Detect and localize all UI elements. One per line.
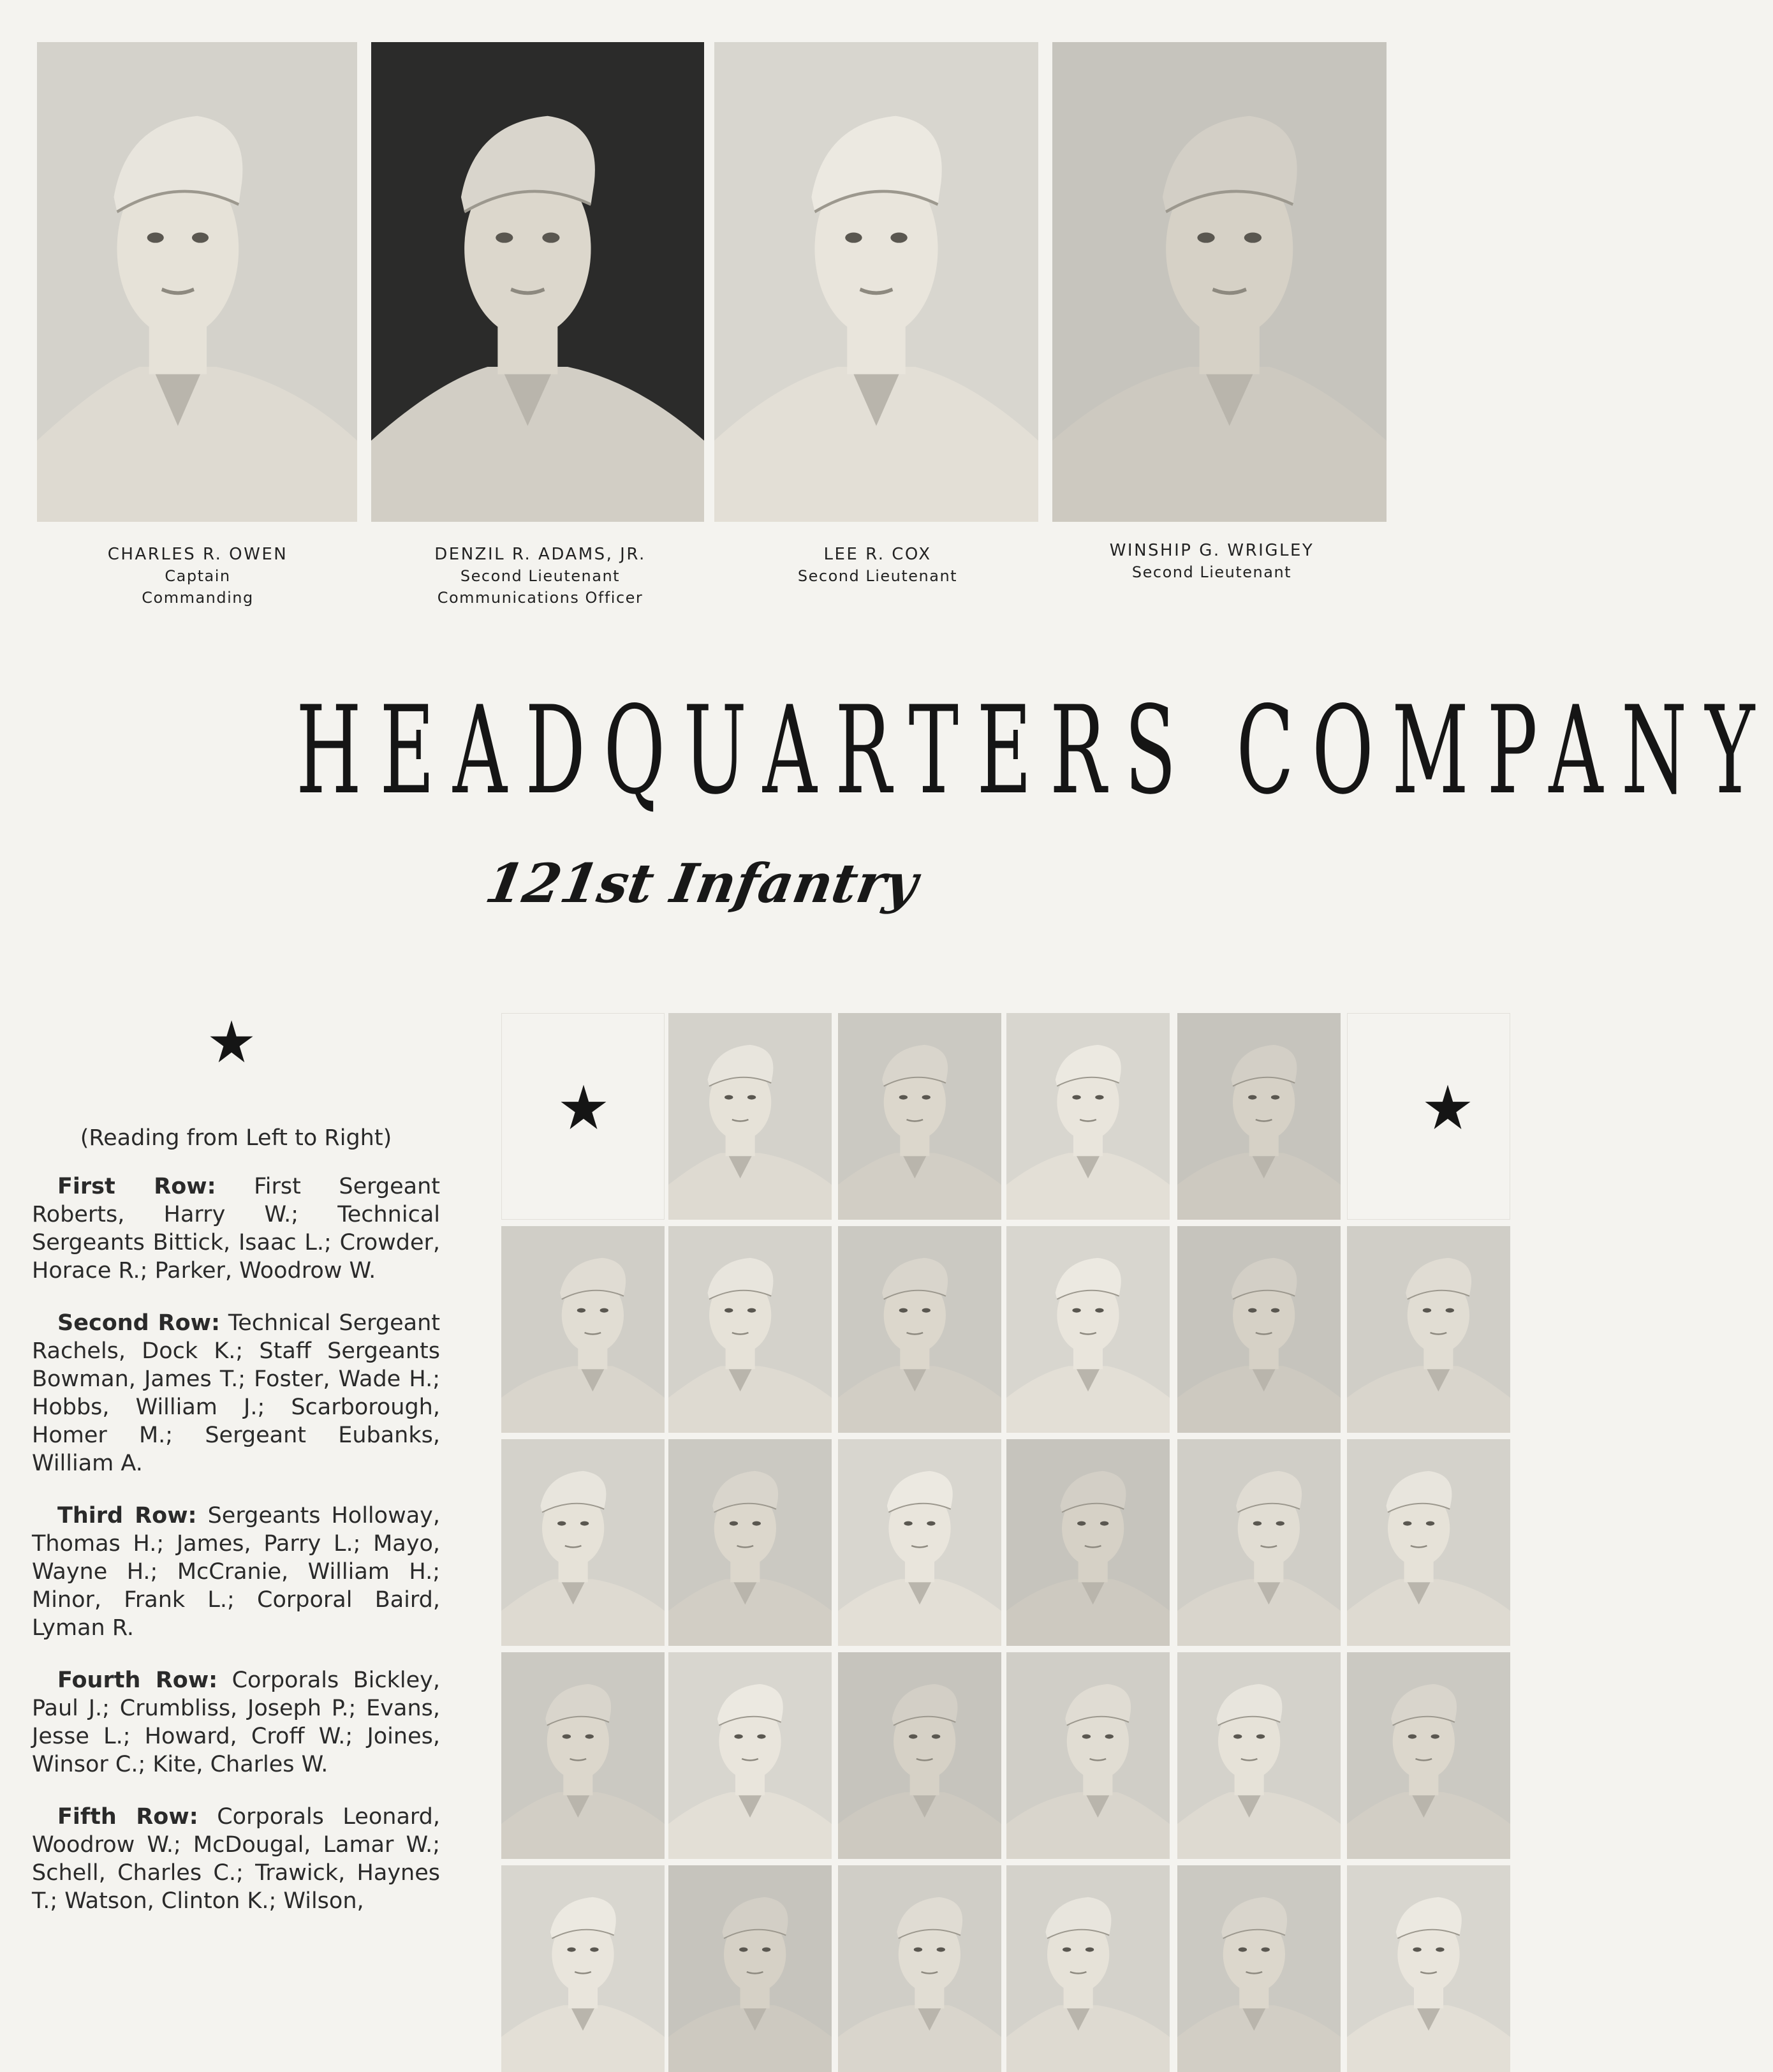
enlisted-portrait — [501, 1439, 665, 1646]
roster-row — [32, 1666, 440, 1779]
roster-row-label: Third Row: — [57, 1503, 197, 1528]
officer-name: WINSHIP G. WRIGLEY — [1109, 541, 1314, 560]
grid-blank-cell — [501, 1013, 665, 1220]
officer-rank: Second Lieutenant — [797, 567, 958, 585]
enlisted-portrait — [1347, 1865, 1510, 2072]
roster-row-names: Corporals Bickley, Paul J.; Crumbliss, Joseph P.; Evans, Jesse L.; Howard, Croff W.; Joines, Winsor C.; Kite, Charles W. — [32, 1668, 440, 1777]
roster-list — [32, 1173, 440, 1939]
enlisted-portrait — [668, 1226, 832, 1433]
enlisted-photo-grid — [501, 1013, 1453, 1969]
officer-caption-cox — [699, 544, 1056, 587]
star-icon — [560, 1084, 607, 1131]
star-icon — [209, 1019, 254, 1064]
officer-photo-adams — [371, 42, 704, 522]
enlisted-portrait — [1006, 1439, 1170, 1646]
roster-row-names: First Sergeant Roberts, Harry W.; Technical Sergeants Bittick, Isaac L.; Crowder, Horace R.; Parker, Woodrow W. — [32, 1174, 440, 1284]
enlisted-portrait — [838, 1439, 1001, 1646]
enlisted-portrait — [1177, 1652, 1341, 1859]
officer-photo-wrigley — [1052, 42, 1387, 522]
enlisted-portrait — [668, 1865, 832, 2072]
enlisted-portrait — [838, 1226, 1001, 1433]
roster-row-label: Second Row: — [57, 1310, 220, 1336]
enlisted-portrait — [1177, 1439, 1341, 1646]
roster-row-names: Technical Sergeant Rachels, Dock K.; Staff Sergeants Bowman, James T.; Foster, Wade H.; Hobbs, William J.; Scarborough, Homer M.; Sergeant Eubanks, William A. — [32, 1310, 440, 1476]
enlisted-portrait — [668, 1439, 832, 1646]
enlisted-portrait — [501, 1652, 665, 1859]
enlisted-portrait — [1177, 1013, 1341, 1220]
page-title: HEADQUARTERS COMPANY — [296, 680, 1773, 821]
enlisted-portrait — [838, 1013, 1001, 1220]
roster-row-label: Fourth Row: — [57, 1668, 218, 1693]
officer-caption-wrigley — [1033, 540, 1390, 583]
page-subtitle: 121st Infantry — [481, 852, 923, 915]
enlisted-portrait — [1177, 1226, 1341, 1433]
enlisted-portrait — [501, 1226, 665, 1433]
officer-name: LEE R. COX — [823, 545, 932, 564]
officer-caption-owen — [19, 544, 376, 609]
enlisted-portrait — [1006, 1013, 1170, 1220]
enlisted-portrait — [1006, 1865, 1170, 2072]
enlisted-portrait — [1347, 1652, 1510, 1859]
officer-role: Commanding — [142, 589, 254, 607]
enlisted-portrait — [501, 1865, 665, 2072]
roster-row — [32, 1502, 440, 1642]
enlisted-portrait — [1006, 1652, 1170, 1859]
roster-row — [32, 1803, 440, 1915]
officer-photo-owen — [37, 42, 357, 522]
enlisted-portrait — [838, 1652, 1001, 1859]
roster-row-names: Sergeants Holloway, Thomas H.; James, Parry L.; Mayo, Wayne H.; McCranie, William H.; Minor, Frank L.; Corporal Baird, Lyman R. — [32, 1503, 440, 1641]
enlisted-portrait — [668, 1013, 832, 1220]
enlisted-portrait — [838, 1865, 1001, 2072]
officer-photo-cox — [714, 42, 1038, 522]
roster-intro: (Reading from Left to Right) — [80, 1125, 392, 1151]
officer-rank: Second Lieutenant — [1131, 563, 1292, 581]
enlisted-portrait — [1347, 1226, 1510, 1433]
star-icon — [1424, 1084, 1471, 1131]
grid-blank-cell — [1347, 1013, 1510, 1220]
roster-row-label: Fifth Row: — [57, 1804, 198, 1830]
roster-row — [32, 1309, 440, 1477]
enlisted-portrait — [1006, 1226, 1170, 1433]
officer-rank: Second Lieutenant — [460, 567, 621, 585]
officer-role: Communications Officer — [437, 589, 644, 607]
officer-rank: Captain — [165, 567, 231, 585]
enlisted-portrait — [1177, 1865, 1341, 2072]
enlisted-portrait — [668, 1652, 832, 1859]
roster-row-names: Corporals Leonard, Woodrow W.; McDougal, Lamar W.; Schell, Charles C.; Trawick, Haynes T.; Watson, Clinton K.; Wilson, — [32, 1804, 441, 1914]
officer-caption-adams — [362, 544, 719, 609]
officer-name: CHARLES R. OWEN — [107, 545, 288, 564]
officer-name: DENZIL R. ADAMS, JR. — [434, 545, 646, 564]
roster-row — [32, 1173, 440, 1285]
enlisted-portrait — [1347, 1439, 1510, 1646]
roster-row-label: First Row: — [57, 1174, 216, 1199]
